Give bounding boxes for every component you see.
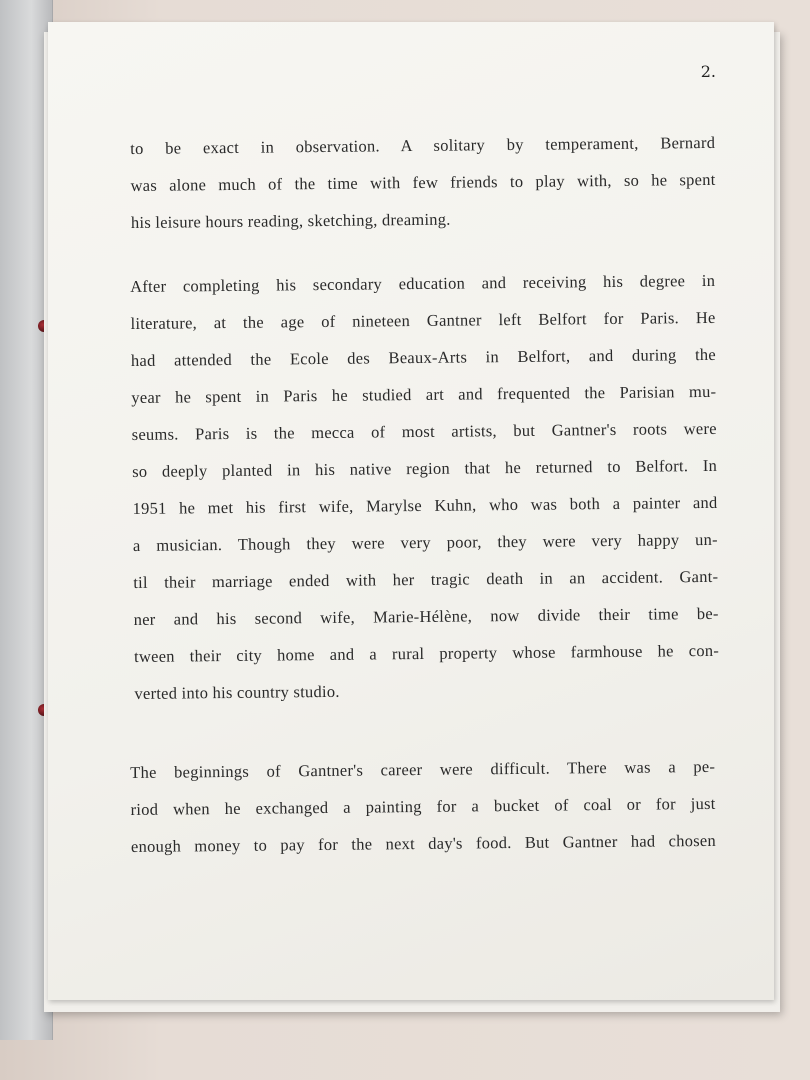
text-line: verted into his country studio.: [134, 681, 340, 703]
text-line: til their marriage ended with her tragic death in an accident. Gant-: [133, 566, 719, 592]
page-number: 2.: [700, 62, 716, 81]
text-line: riod when he exchanged a painting for a bucket of coal or for just: [130, 793, 716, 819]
text-line: 1951 he met his first wife, Marylse Kuhn, who was both a painter and: [132, 492, 718, 518]
text-line: a musician. Though they were very poor, they were very happy un-: [132, 529, 718, 555]
text-line: his leisure hours reading, sketching, dreaming.: [130, 209, 451, 232]
text-line: year he spent in Paris he studied art and frequented the Parisian mu-: [131, 381, 717, 407]
text-line: seums. Paris is the mecca of most artists, but Gantner's roots were: [131, 418, 717, 444]
text-line: ner and his second wife, Marie-Hélène, now divide their time be-: [133, 603, 719, 629]
text-line: had attended the Ecole des Beaux-Arts in Belfort, and during the: [130, 344, 717, 370]
document-page: [48, 22, 774, 1000]
paragraph-3: [130, 748, 716, 865]
text-line: so deeply planted in his native region that he returned to Belfort. In: [132, 455, 718, 481]
paragraph-1: [130, 124, 716, 241]
text-line: was alone much of the time with few friends to play with, so he spent: [130, 169, 716, 195]
text-line: tween their city home and a rural property whose farmhouse he con-: [133, 640, 720, 666]
text-line: After completing his secondary education and receiving his degree in: [130, 270, 716, 296]
paragraph-2: [130, 262, 720, 712]
text-line: The beginnings of Gantner's career were difficult. There was a pe-: [130, 756, 716, 782]
text-line: to be exact in observation. A solitary by temperament, Bernard: [130, 132, 716, 158]
text-line: literature, at the age of nineteen Gantner left Belfort for Paris. He: [130, 307, 716, 333]
text-line: enough money to pay for the next day's food. But Gantner had chosen: [130, 830, 717, 856]
